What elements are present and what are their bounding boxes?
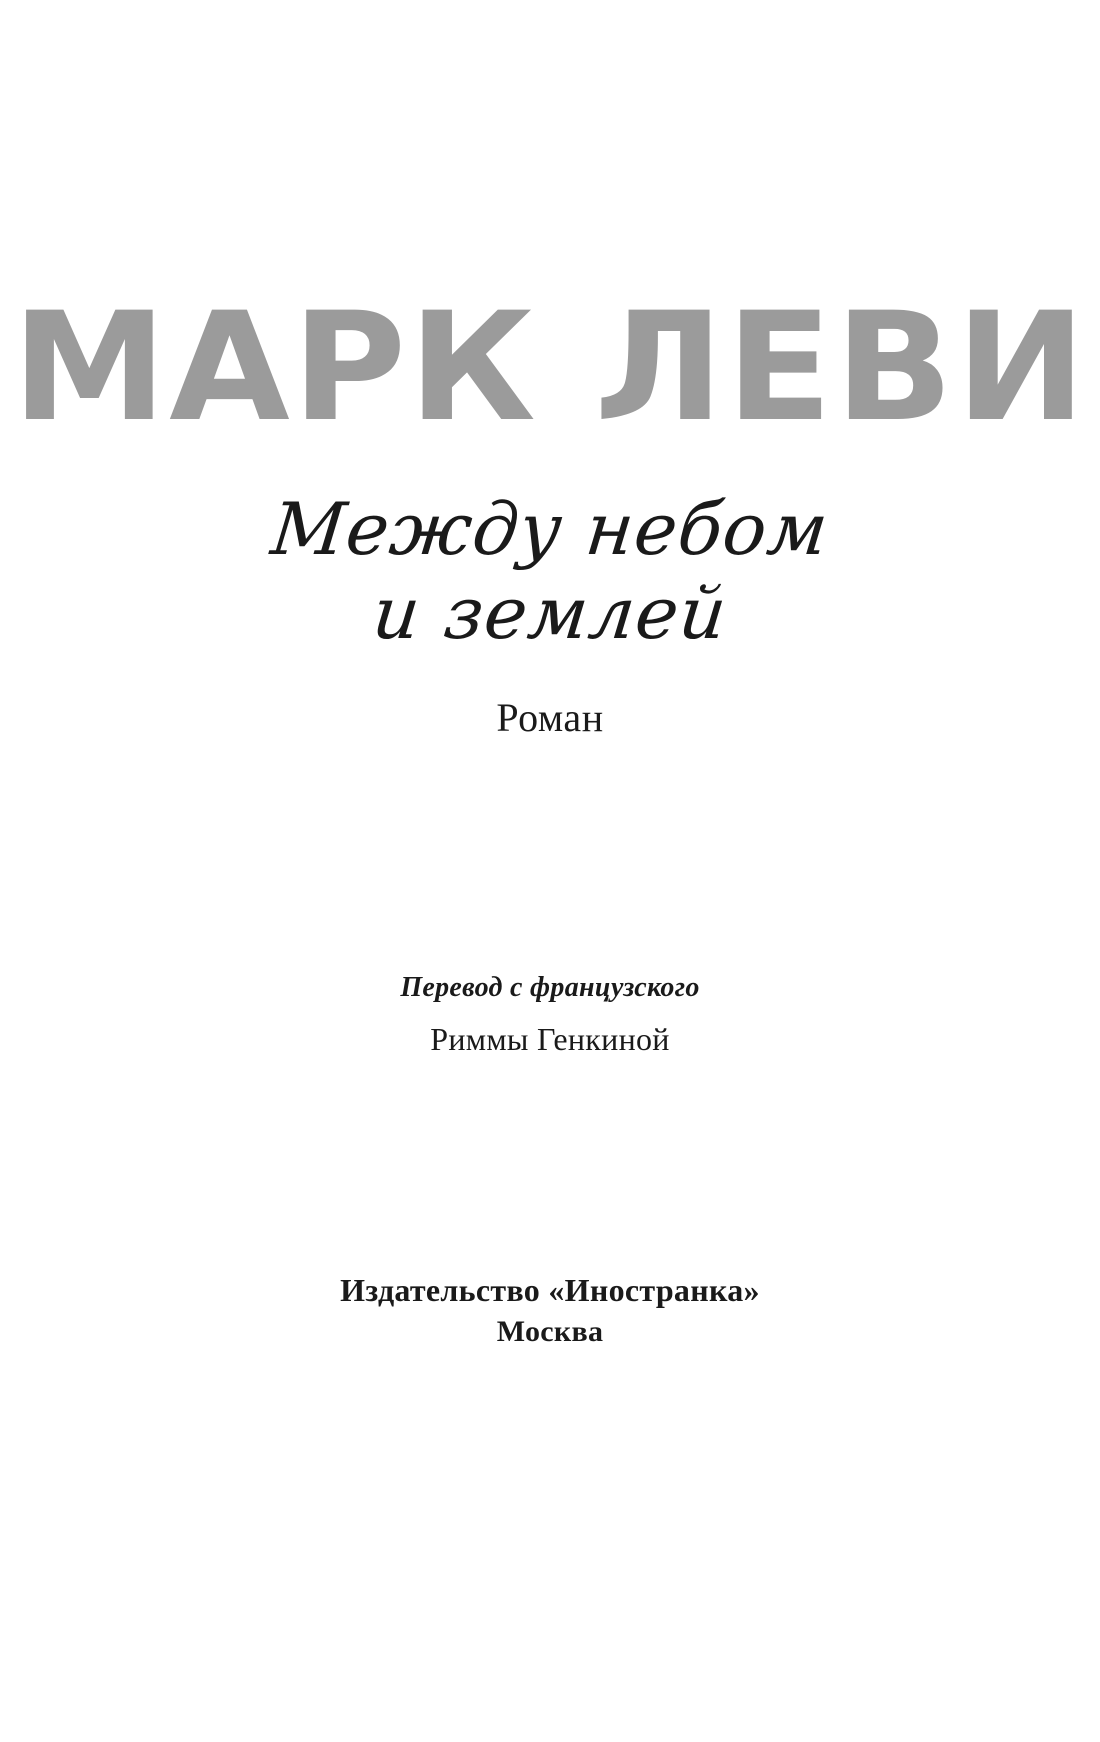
publisher-name: Издательство «Иностранка»	[340, 1272, 760, 1308]
book-title-line-1: Между небом	[267, 487, 833, 571]
translation-credit	[0, 972, 1100, 1058]
book-title	[0, 488, 1100, 655]
book-title-line-2: и землей	[368, 570, 732, 655]
imprint	[0, 1272, 1100, 1349]
genre-label: Роман	[496, 695, 604, 740]
translator-name: Риммы Генкиной	[430, 1021, 670, 1057]
translation-note: Перевод с французского	[400, 972, 700, 1003]
publisher-city: Москва	[496, 1315, 604, 1348]
author-name: МАРК ЛЕВИ	[11, 281, 1089, 455]
